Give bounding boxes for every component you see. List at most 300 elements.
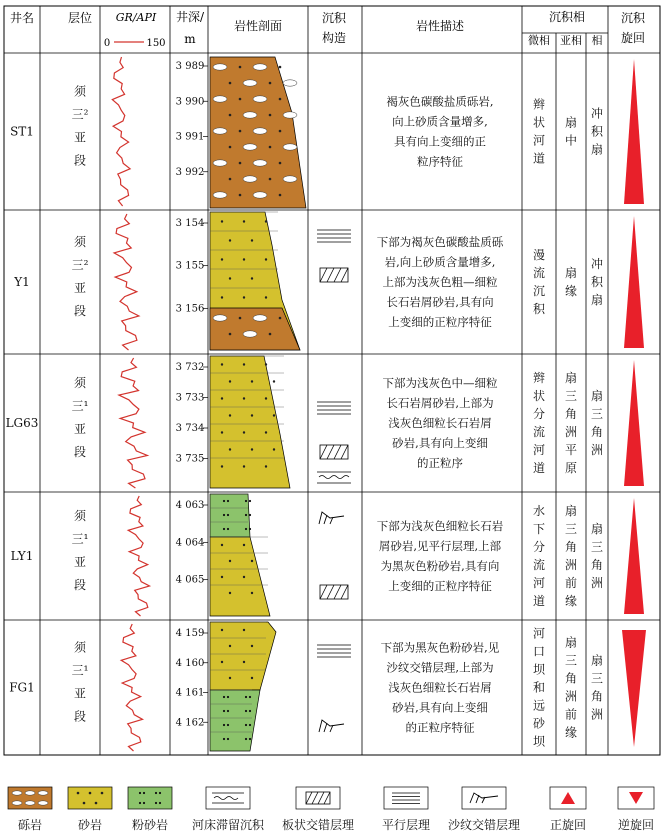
- header-phase: 相: [591, 34, 603, 47]
- well-lg63-layer-char: 须: [73, 376, 87, 390]
- sand-grain: [243, 258, 245, 260]
- well-lg63-description-line: 长石岩屑砂岩,上部为: [386, 396, 494, 410]
- well-y1-depth-label: 3 154: [175, 218, 205, 229]
- well-lg63-description: [383, 376, 498, 470]
- well-lg63-gr-curve: [119, 358, 147, 488]
- well-lg63-facies-sub: [565, 370, 577, 475]
- sand-grain: [243, 629, 245, 631]
- well-y1-facies-micro: [533, 248, 546, 316]
- sand-grain: [273, 448, 275, 450]
- well-fg1-facies-micro-char: 和: [532, 680, 546, 695]
- well-st1-facies-phase: [591, 106, 604, 157]
- well-y1-depth-label: 3 155: [175, 260, 205, 272]
- well-st1-facies-micro-char: 河: [532, 133, 546, 148]
- well-lg63-layer: [72, 376, 89, 459]
- sand-grain: [269, 114, 272, 117]
- well-y1-description-line: 下部为褐灰色碳酸盐质砾: [376, 235, 504, 249]
- header-micro: 微相: [528, 34, 550, 47]
- sand-grain: [229, 560, 231, 562]
- sand-grain: [243, 661, 245, 663]
- board-diagonal: [327, 268, 334, 282]
- silt-grain: [155, 792, 157, 794]
- sand-grain: [279, 194, 282, 197]
- sand-grain: [251, 380, 253, 382]
- sand-grain: [95, 802, 98, 805]
- well-lg63-depth-label: 3 734: [175, 423, 205, 434]
- sand-grain: [239, 162, 242, 165]
- sand-grain: [229, 645, 231, 647]
- sand-grain: [243, 363, 245, 365]
- sand-grain: [279, 66, 282, 69]
- sand-grain: [279, 130, 282, 133]
- well-fg1-facies-phase-char: 洲: [590, 707, 604, 722]
- well-ly1-facies-phase-char: 扇: [590, 522, 604, 536]
- well-fg1-layer-char: 须: [73, 640, 87, 655]
- well-ly1-lithology: [210, 494, 270, 616]
- header-cycle-2: 旋回: [620, 31, 646, 45]
- silt-grain: [249, 710, 251, 712]
- well-ly1-facies-sub-char: 洲: [564, 558, 578, 572]
- well-fg1-facies-sub-char: 前: [564, 707, 578, 722]
- well-fg1-facies-sub-char: 缘: [564, 725, 578, 740]
- sand-grain: [221, 258, 223, 260]
- legend-item-board: [282, 787, 354, 832]
- sand-grain: [229, 82, 232, 85]
- sand-grain: [251, 677, 253, 679]
- well-ly1-layer-char: 亚: [73, 555, 87, 569]
- sand-grain: [243, 431, 245, 433]
- header-cycle-1: 沉积: [620, 11, 646, 25]
- well-ly1-layer-char: 段: [73, 578, 87, 592]
- legend-label-ripple: 沙纹交错层理: [447, 818, 521, 832]
- well-y1-facies-sub-char: 扇: [564, 266, 578, 280]
- well-ly1-facies-micro-char: 道: [532, 594, 546, 608]
- legend-label-up: 正旋回: [549, 818, 587, 832]
- sand-grain: [229, 448, 231, 450]
- silt-grain: [245, 710, 247, 712]
- board-frame: [320, 268, 348, 282]
- well-ly1-facies-micro-char: 下: [532, 522, 546, 536]
- well-y1-layer-char: 须: [73, 235, 87, 249]
- legend-label-conglomerate: 砾岩: [17, 818, 43, 832]
- sand-grain: [251, 414, 253, 416]
- sand-grain: [251, 560, 253, 562]
- well-y1-layer-char: 段: [73, 304, 87, 318]
- well-fg1-facies-sub-char: 角: [564, 671, 578, 686]
- sand-grain: [229, 592, 231, 594]
- gravel-clast: [25, 791, 35, 795]
- well-ly1-name: LY1: [10, 549, 34, 563]
- legend-item-conglomerate: [8, 787, 52, 832]
- header-depth-2: m: [184, 32, 196, 46]
- well-fg1-name: FG1: [9, 680, 35, 695]
- legend-item-parallel: [382, 787, 430, 832]
- well-y1-facies-phase-char: 扇: [590, 293, 604, 307]
- well-st1-layer-char: 段: [73, 153, 87, 168]
- silt-grain: [245, 500, 247, 502]
- silt-grain: [245, 696, 247, 698]
- silt-grain: [223, 528, 225, 530]
- well-y1-row: [13, 212, 644, 350]
- well-lg63-facies-micro-char: 河: [532, 443, 546, 457]
- legend-swatch-conglomerate: [8, 787, 52, 809]
- header-well: 井名: [9, 11, 35, 25]
- well-ly1-depth-label: 4 065: [175, 574, 205, 586]
- well-lg63-name: LG63: [5, 416, 39, 430]
- well-ly1-description-line: 下部为浅灰色细粒长石岩: [376, 519, 504, 533]
- header-structure-1: 沉积: [321, 11, 347, 25]
- board-frame: [320, 445, 348, 459]
- gravel-clast: [213, 64, 227, 70]
- well-fg1-layer: [72, 641, 89, 724]
- well-ly1-layer: [72, 509, 89, 592]
- gravel-clast: [253, 64, 267, 70]
- silt-grain: [249, 528, 251, 530]
- gravel-clast: [213, 128, 227, 134]
- well-ly1-facies-sub-char: 三: [564, 522, 578, 536]
- sand-grain: [251, 239, 253, 241]
- sand-grain: [243, 544, 245, 546]
- well-lg63-structure-icon: [320, 445, 348, 459]
- silt-grain: [159, 802, 161, 804]
- sand-grain: [221, 296, 223, 298]
- sand-grain: [269, 333, 272, 336]
- table-header: [10, 9, 646, 49]
- well-fg1-cycle-triangle: [622, 630, 646, 747]
- legend-item-sandstone: [68, 787, 112, 832]
- silt-grain: [223, 710, 225, 712]
- well-st1-facies-micro-char: 道: [532, 151, 546, 166]
- silt-grain: [227, 528, 229, 530]
- legend-swatch-sandstone: [68, 787, 112, 809]
- well-fg1-depth-label: 4 162: [175, 717, 205, 729]
- board-diagonal: [320, 268, 327, 282]
- sand-grain: [269, 178, 272, 181]
- well-ly1-facies-micro-char: 水: [532, 504, 546, 518]
- well-ly1-facies-micro-char: 流: [532, 558, 546, 572]
- board-diagonal: [341, 445, 348, 459]
- well-fg1-description-line: 砂岩,具有向上变细: [392, 700, 488, 715]
- sand-grain: [265, 258, 267, 260]
- board-diagonal: [327, 445, 334, 459]
- well-fg1-structure-icon: [319, 720, 344, 732]
- well-lg63-facies-sub-char: 扇: [564, 371, 578, 385]
- well-y1-structure-icon: [317, 230, 351, 242]
- well-ly1-facies-phase: [591, 521, 603, 590]
- sand-grain: [243, 220, 245, 222]
- silt-grain: [227, 724, 229, 726]
- well-y1-facies-micro-char: 积: [532, 302, 546, 316]
- sand-grain: [251, 277, 253, 279]
- well-fg1-description-line: 的正粒序特征: [405, 720, 475, 735]
- well-y1-description: [377, 235, 504, 329]
- gravel-clast: [243, 331, 257, 337]
- sand-grain: [269, 82, 272, 85]
- silt-grain: [245, 528, 247, 530]
- silt-grain: [223, 724, 225, 726]
- sand-grain: [221, 220, 223, 222]
- well-st1-lithology: [210, 57, 306, 208]
- well-fg1-description-line: 沙纹交错层理,上部为: [386, 660, 494, 675]
- header-sub: 亚相: [560, 34, 582, 47]
- header-layer: 层位: [67, 11, 93, 25]
- well-lg63-structure-icon: [317, 472, 351, 483]
- silt-grain: [249, 500, 251, 502]
- silt-grain: [249, 696, 251, 698]
- well-fg1-facies-micro: [533, 627, 546, 749]
- gravel-clast: [12, 791, 22, 795]
- sand-grain: [239, 130, 242, 133]
- well-y1-description-line: 长石岩屑砂岩,具有向: [386, 295, 494, 309]
- well-lg63-row: [6, 356, 644, 488]
- well-y1-facies-sub: [565, 265, 577, 298]
- legend: [8, 787, 654, 832]
- well-lg63-structure-icon: [317, 402, 351, 414]
- well-st1-facies-phase-char: 积: [590, 124, 604, 139]
- well-fg1-row: [9, 622, 646, 751]
- well-y1-depth-ticks: [176, 218, 208, 314]
- well-st1-facies-sub-char: 中: [564, 133, 578, 148]
- well-st1-depth-label: 3 992: [175, 166, 205, 178]
- board-diagonal: [334, 585, 341, 599]
- well-lg63-facies-phase-char: 洲: [590, 443, 604, 457]
- well-y1-lithology: [210, 212, 300, 350]
- gravel-clast: [243, 176, 257, 182]
- well-rows: [6, 57, 646, 751]
- legend-swatch-siltstone: [128, 787, 172, 809]
- well-st1-cycle-triangle: [624, 59, 644, 204]
- sand-grain: [89, 792, 92, 795]
- well-lg63-facies-phase: [591, 388, 603, 457]
- well-st1-description-line: 褐灰色碳酸盐质砾岩,: [386, 94, 494, 109]
- well-st1-description-line: 具有向上变细的正: [394, 134, 486, 149]
- header-lith-section: 岩性剖面: [233, 19, 283, 33]
- table-border: [4, 6, 660, 755]
- legend-label-lag: 河床滞留沉积: [191, 818, 265, 832]
- sand-grain: [229, 277, 231, 279]
- sand-grain: [229, 414, 231, 416]
- sand-grain: [265, 465, 267, 467]
- sand-grain: [279, 98, 282, 101]
- well-st1-layer: [72, 85, 89, 168]
- well-y1-layer-char: 三²: [71, 258, 89, 272]
- gravel-clast: [213, 96, 227, 102]
- well-fg1-facies-phase: [591, 653, 603, 722]
- well-ly1-cycle-triangle: [624, 498, 644, 614]
- well-fg1-facies-sub: [565, 635, 577, 740]
- well-ly1-facies-sub: [565, 503, 577, 608]
- well-fg1-facies-micro-char: 远: [532, 698, 546, 713]
- silt-grain: [227, 500, 229, 502]
- well-lg63-facies-micro-char: 流: [532, 425, 546, 439]
- well-lg63-depth-ticks: [176, 362, 208, 465]
- well-st1-description: [386, 95, 493, 169]
- sand-grain: [221, 576, 223, 578]
- well-st1-facies-micro-char: 辫: [532, 97, 546, 112]
- well-ly1-depth-label: 4 064: [175, 537, 205, 549]
- gravel-clast: [253, 315, 267, 321]
- silt-grain: [245, 514, 247, 516]
- well-ly1-facies-sub-char: 扇: [564, 504, 578, 518]
- well-fg1-facies-phase-char: 扇: [590, 653, 604, 668]
- sand-grain: [265, 220, 267, 222]
- silt-grain: [245, 738, 247, 740]
- well-lg63-description-line: 砂岩,具有向上变细: [392, 436, 488, 450]
- well-lg63-facies-sub-char: 洲: [564, 425, 578, 439]
- well-fg1-sandstone-top: [210, 622, 276, 690]
- well-ly1-description-line: 屑砂岩,见平行层理,上部: [378, 539, 502, 553]
- well-ly1-sandstone-body: [210, 537, 270, 616]
- sand-grain: [229, 178, 232, 181]
- header-description: 岩性描述: [415, 19, 465, 33]
- well-st1-depth-label: 3 991: [175, 131, 205, 143]
- sand-grain: [279, 317, 282, 320]
- header-gr-max: 150: [146, 38, 166, 49]
- well-fg1-layer-char: 段: [73, 709, 87, 724]
- well-y1-layer-char: 亚: [73, 281, 87, 295]
- well-lg63-description-line: 的正粒序: [417, 456, 463, 470]
- gravel-clast: [253, 128, 267, 134]
- silt-grain: [227, 514, 229, 516]
- legend-item-ripple: [448, 787, 520, 832]
- well-fg1-facies-micro-char: 坝: [532, 734, 546, 749]
- sand-grain: [221, 629, 223, 631]
- well-fg1-facies-sub-char: 扇: [564, 635, 578, 650]
- board-frame: [320, 585, 348, 599]
- sand-grain: [243, 296, 245, 298]
- well-fg1-gr-curve: [121, 624, 142, 751]
- gravel-clast: [213, 160, 227, 166]
- sand-grain: [265, 363, 267, 365]
- well-lg63-facies-sub-char: 平: [564, 443, 578, 457]
- well-fg1-siltstone-base: [210, 690, 260, 751]
- legend-label-board: 板状交错层理: [281, 818, 355, 832]
- silt-grain: [159, 792, 161, 794]
- well-ly1-row: [11, 494, 644, 616]
- well-ly1-structure-icon: [319, 512, 344, 524]
- silt-grain: [249, 514, 251, 516]
- well-lg63-facies-sub-char: 三: [564, 389, 578, 403]
- well-lg63-sandstone-body: [210, 356, 290, 488]
- well-ly1-description-line: 上变细的正粒序特征: [388, 579, 492, 593]
- board-diagonal: [327, 585, 334, 599]
- well-fg1-description: [381, 641, 500, 735]
- sand-grain: [229, 114, 232, 117]
- well-ly1-description-line: 为黑灰色粉砂岩,具有向: [380, 559, 500, 573]
- gravel-clast: [12, 801, 22, 805]
- well-lg63-layer-char: 亚: [73, 422, 87, 436]
- well-st1-layer-char: 须: [73, 84, 87, 99]
- legend-label-siltstone: 粉砂岩: [131, 818, 169, 832]
- header-facies: 沉积相: [548, 10, 586, 24]
- well-fg1-structure-icon: [317, 645, 351, 657]
- well-lg63-layer-char: 段: [73, 445, 87, 459]
- silt-grain: [227, 738, 229, 740]
- well-lg63-facies-sub-char: 原: [564, 461, 578, 475]
- well-ly1-depth-ticks: [176, 500, 208, 586]
- sand-grain: [229, 677, 231, 679]
- sand-grain: [239, 194, 242, 197]
- sand-grain: [229, 380, 231, 382]
- well-y1-gr-curve: [114, 214, 139, 350]
- legend-swatch-frame: [384, 787, 428, 809]
- gravel-clast: [253, 160, 267, 166]
- gravel-clast: [283, 112, 297, 118]
- well-fg1-depth-label: 4 161: [175, 687, 205, 699]
- silt-grain: [223, 738, 225, 740]
- header-gr-min: 0: [103, 38, 111, 49]
- gravel-clast: [283, 144, 297, 150]
- well-fg1-facies-micro-char: 河: [532, 626, 546, 641]
- well-lg63-layer-char: 三¹: [71, 399, 89, 413]
- well-lg63-facies-micro-char: 道: [532, 461, 546, 475]
- gravel-clast: [213, 315, 227, 321]
- well-lg63-depth-label: 3 735: [175, 453, 205, 465]
- well-ly1-siltstone-top: [210, 494, 250, 537]
- well-st1-facies-sub: [565, 115, 577, 148]
- board-diagonal: [334, 268, 341, 282]
- well-st1-facies-micro: [533, 97, 545, 166]
- legend-item-up: [550, 787, 586, 832]
- sand-grain: [265, 431, 267, 433]
- sand-grain: [279, 162, 282, 165]
- sand-grain: [243, 576, 245, 578]
- silt-grain: [139, 792, 141, 794]
- sand-grain: [251, 448, 253, 450]
- well-ly1-gr-curve: [128, 496, 149, 616]
- header-structure-2: 构造: [321, 31, 347, 45]
- header-depth-1: 井深/: [175, 10, 205, 24]
- well-st1-facies-phase-char: 扇: [590, 142, 604, 157]
- well-ly1-facies-sub-char: 缘: [564, 594, 578, 608]
- ripple-lines: [319, 512, 344, 524]
- silt-grain: [155, 802, 157, 804]
- legend-item-siltstone: [128, 787, 172, 832]
- well-st1-row: [10, 57, 644, 208]
- well-y1-description-line: 上变细的正粒序特征: [388, 315, 492, 329]
- well-st1-facies-phase-char: 冲: [590, 106, 604, 121]
- sand-grain: [221, 544, 223, 546]
- well-ly1-facies-micro-char: 河: [532, 576, 546, 590]
- silt-grain: [143, 792, 145, 794]
- legend-label-down: 逆旋回: [617, 818, 655, 832]
- well-lg63-facies-phase-char: 三: [590, 407, 604, 421]
- well-fg1-facies-sub-char: 三: [564, 653, 578, 668]
- silt-grain: [249, 738, 251, 740]
- sand-grain: [221, 397, 223, 399]
- legend-item-lag: [192, 787, 265, 832]
- silt-grain: [223, 500, 225, 502]
- legend-swatch-frame: [296, 787, 340, 809]
- sand-grain: [239, 317, 242, 320]
- well-fg1-layer-char: 亚: [73, 686, 87, 701]
- silt-grain: [249, 724, 251, 726]
- sand-grain: [221, 431, 223, 433]
- well-fg1-facies-sub-char: 洲: [564, 689, 578, 704]
- well-st1-layer-char: 亚: [73, 130, 87, 145]
- header-gr-label: GR/API: [115, 11, 157, 24]
- well-ly1-facies-sub-char: 角: [564, 540, 578, 554]
- sand-grain: [229, 239, 231, 241]
- well-st1-facies-micro-char: 状: [532, 115, 546, 130]
- well-st1-depth-label: 3 989: [175, 61, 205, 72]
- well-ly1-facies-sub-char: 前: [564, 576, 578, 590]
- well-lg63-description-line: 浅灰色细粒长石岩屑: [388, 416, 492, 430]
- well-y1-facies-micro-char: 沉: [532, 284, 546, 298]
- well-lg63-depth-label: 3 732: [175, 362, 205, 373]
- silt-grain: [245, 724, 247, 726]
- well-fg1-depth-label: 4 159: [175, 628, 205, 639]
